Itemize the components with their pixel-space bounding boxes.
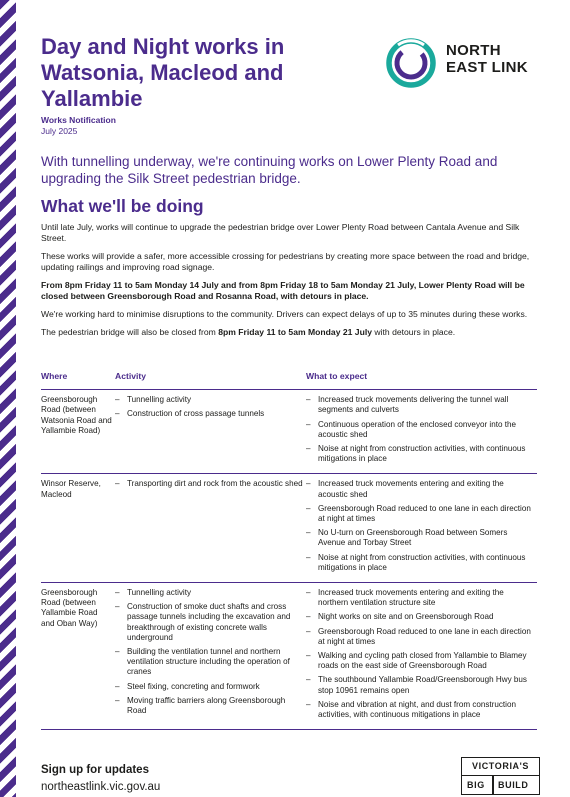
notice-meta xyxy=(41,115,116,137)
expect-cell xyxy=(306,583,537,730)
header-activity: Activity xyxy=(115,368,306,390)
activity-cell xyxy=(115,583,306,730)
paragraph-5-dates: 8pm Friday 11 to 5am Monday 21 July xyxy=(218,327,373,337)
expect-item: – Greensborough Road reduced to one lane in each direction at night at times xyxy=(306,627,535,647)
table-row xyxy=(41,390,537,474)
logo-line-2: EAST LINK xyxy=(446,59,528,76)
activity-item: – Construction of smoke duct shafts and cross passage tunnels including the excavation and breakthrough of existing concrete walls underground xyxy=(115,602,304,643)
expect-item: – The southbound Yallambie Road/Greensborough Hwy bus stop 10961 remains open xyxy=(306,675,535,695)
paragraph-3: From 8pm Friday 11 to 5am Monday 14 July and from 8pm Friday 18 to 5am Monday 21 July, Lower Plenty Road will be closed between Greensborough Road and Rosanna Road, with detours in place. xyxy=(41,280,525,301)
expect-item: – Greensborough Road reduced to one lane in each direction at night at times xyxy=(306,504,535,524)
paragraph-5-start: The pedestrian bridge will also be closed from xyxy=(41,327,219,337)
badge-divider xyxy=(492,776,494,794)
notice-type: Works Notification xyxy=(41,115,116,125)
paragraph-4: We're working hard to minimise disruptions to the community. Drivers can expect delays of up to 35 minutes during these works. xyxy=(41,309,528,319)
table-row xyxy=(41,474,537,583)
expect-item: – Walking and cycling path closed from Yallambie to Blamey roads on the east side of Greensborough Road xyxy=(306,651,535,671)
where-cell: Greensborough Road (between Yallambie Road and Oban Way) xyxy=(41,583,115,730)
north-east-link-ring-icon xyxy=(384,36,440,92)
table-header-row xyxy=(41,368,537,390)
works-table xyxy=(41,368,537,730)
paragraph-1: Until late July, works will continue to upgrade the pedestrian bridge over Lower Plenty Road between Cantala Avenue and Silk Street. xyxy=(41,222,520,243)
expect-item: – Continuous operation of the enclosed conveyor into the acoustic shed xyxy=(306,420,535,440)
paragraph-2: These works will provide a safer, more accessible crossing for pedestrians by creating more space between the road and bridge, updating railings and improving road signage. xyxy=(41,251,530,272)
section-title: What we'll be doing xyxy=(41,196,204,216)
body-text xyxy=(41,222,541,345)
expect-cell xyxy=(306,474,537,583)
expect-item: – Increased truck movements entering and exiting the acoustic shed xyxy=(306,479,535,499)
header-expect: What to expect xyxy=(306,368,537,390)
header-where: Where xyxy=(41,368,115,390)
expect-item: – Increased truck movements delivering the tunnel wall segments and culverts xyxy=(306,395,535,415)
expect-item: – Noise at night from construction activities, with continuous mitigations in place xyxy=(306,444,535,464)
decorative-stripe xyxy=(0,0,16,797)
badge-line-1: VICTORIA'S xyxy=(462,758,539,776)
activity-item: – Tunnelling activity xyxy=(115,588,304,598)
expect-item: – Increased truck movements entering and exiting the northern ventilation structure site xyxy=(306,588,535,608)
intro-text: With tunnelling underway, we're continuing works on Lower Plenty Road and upgrading the Silk Street pedestrian bridge. xyxy=(41,154,498,186)
badge-big: BIG xyxy=(467,780,485,790)
victorias-big-build-badge xyxy=(461,757,540,795)
page-title: Day and Night works in Watsonia, Macleod and Yallambie xyxy=(41,34,285,111)
paragraph-5 xyxy=(41,327,541,338)
activity-item: – Building the ventilation tunnel and northern ventilation structure including the operation of cranes xyxy=(115,647,304,678)
expect-item: – No U-turn on Greensborough Road between Somers Avenue and Torbay Street xyxy=(306,528,535,548)
activity-item: – Steel fixing, concreting and formwork xyxy=(115,682,304,692)
badge-build: BUILD xyxy=(498,780,529,790)
logo-line-1: NORTH xyxy=(446,42,501,59)
activity-cell xyxy=(115,474,306,583)
paragraph-5-end: with detours in place. xyxy=(372,327,456,337)
where-cell: Winsor Reserve, Macleod xyxy=(41,474,115,583)
where-cell: Greensborough Road (between Watsonia Road and Yallambie Road) xyxy=(41,390,115,474)
expect-cell xyxy=(306,390,537,474)
activity-item: – Moving traffic barriers along Greensborough Road xyxy=(115,696,304,716)
website-link[interactable]: northeastlink.vic.gov.au xyxy=(41,781,161,793)
table-row xyxy=(41,583,537,730)
activity-cell xyxy=(115,390,306,474)
badge-line-2 xyxy=(462,776,539,794)
notice-date: July 2025 xyxy=(41,126,78,136)
north-east-link-logo xyxy=(384,36,544,92)
activity-item: – Transporting dirt and rock from the acoustic shed xyxy=(115,479,304,489)
logo-wordmark xyxy=(446,42,528,76)
expect-item: – Noise and vibration at night, and dust from construction activities, with continuous mitigations in place xyxy=(306,700,535,720)
activity-item: – Tunnelling activity xyxy=(115,395,304,405)
expect-item: – Night works on site and on Greensborough Road xyxy=(306,612,535,622)
signup-heading: Sign up for updates xyxy=(41,764,149,776)
activity-item: – Construction of cross passage tunnels xyxy=(115,409,304,419)
expect-item: – Noise at night from construction activities, with continuous mitigations in place xyxy=(306,553,535,573)
